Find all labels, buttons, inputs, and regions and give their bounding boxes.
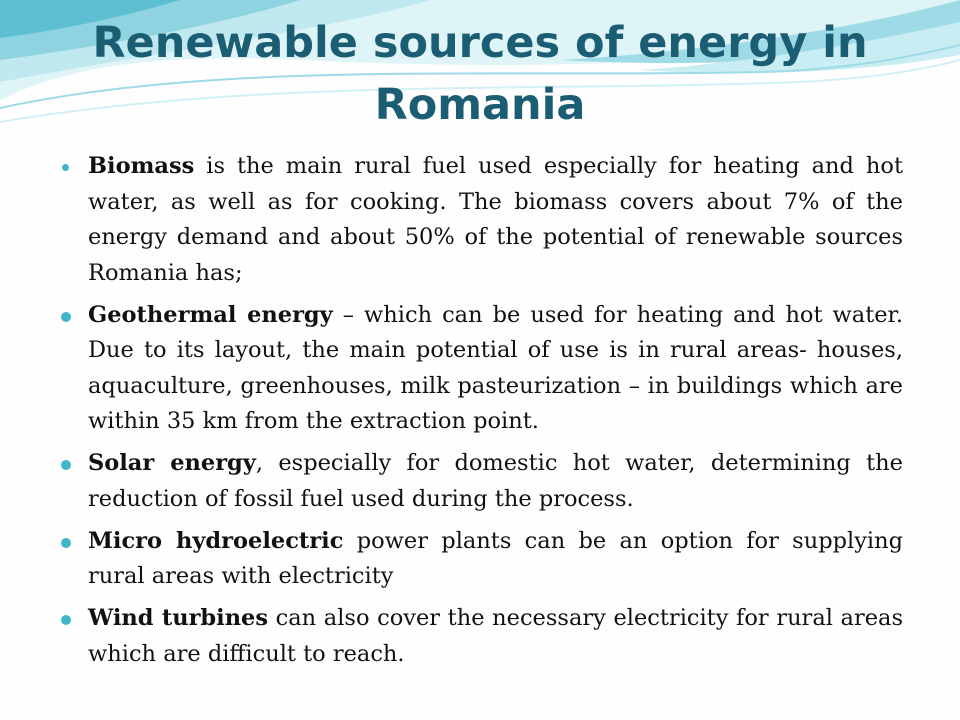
- bullet-term: Solar energy: [88, 450, 256, 476]
- bullet-item-biomass: [60, 149, 903, 291]
- bullet-list: [60, 149, 903, 679]
- bullet-text: is the main rural fuel used especially for heating and hot water, as well as for cooking. The biomass covers about 7% of the energy demand and about 50% of the potential of renewable sources Romania has;: [88, 153, 903, 286]
- bullet-text: – which can be used for heating and hot water. Due to its layout, the main potential of use is in rural areas- houses, aquaculture, greenhouses, milk pasteurization – in buildings which are within 35 km from the extraction point.: [88, 301, 903, 434]
- bullet-item-micro-hydro: [60, 524, 903, 595]
- bullet-item-solar: [60, 446, 903, 517]
- slide-title: [40, 12, 920, 136]
- bullet-dot-icon: [61, 312, 71, 322]
- bullet-item-geothermal: [60, 298, 903, 440]
- bullet-dot-icon: [61, 460, 71, 470]
- bullet-text: can also cover the necessary electricity for rural areas which are difficult to reach.: [88, 605, 903, 667]
- slide-title-line-2: Romania: [374, 80, 586, 130]
- bullet-term: Micro hydroelectric: [88, 527, 344, 554]
- bullet-dot-icon: [61, 538, 71, 548]
- bullet-item-wind: [60, 601, 903, 672]
- bullet-term: Wind turbines: [88, 605, 269, 631]
- bullet-term: Biomass: [88, 153, 195, 179]
- bullet-dot-icon: [61, 615, 71, 625]
- bullet-text: , especially for domestic hot water, determining the reduction of fossil fuel used during the process.: [88, 450, 903, 512]
- slide-title-line-1: Renewable sources of energy in: [92, 18, 868, 68]
- bullet-term: Geothermal energy: [88, 301, 333, 328]
- bullet-text: power plants can be an option for supplying rural areas with electricity: [88, 527, 904, 589]
- bullet-dot-icon: [62, 164, 69, 171]
